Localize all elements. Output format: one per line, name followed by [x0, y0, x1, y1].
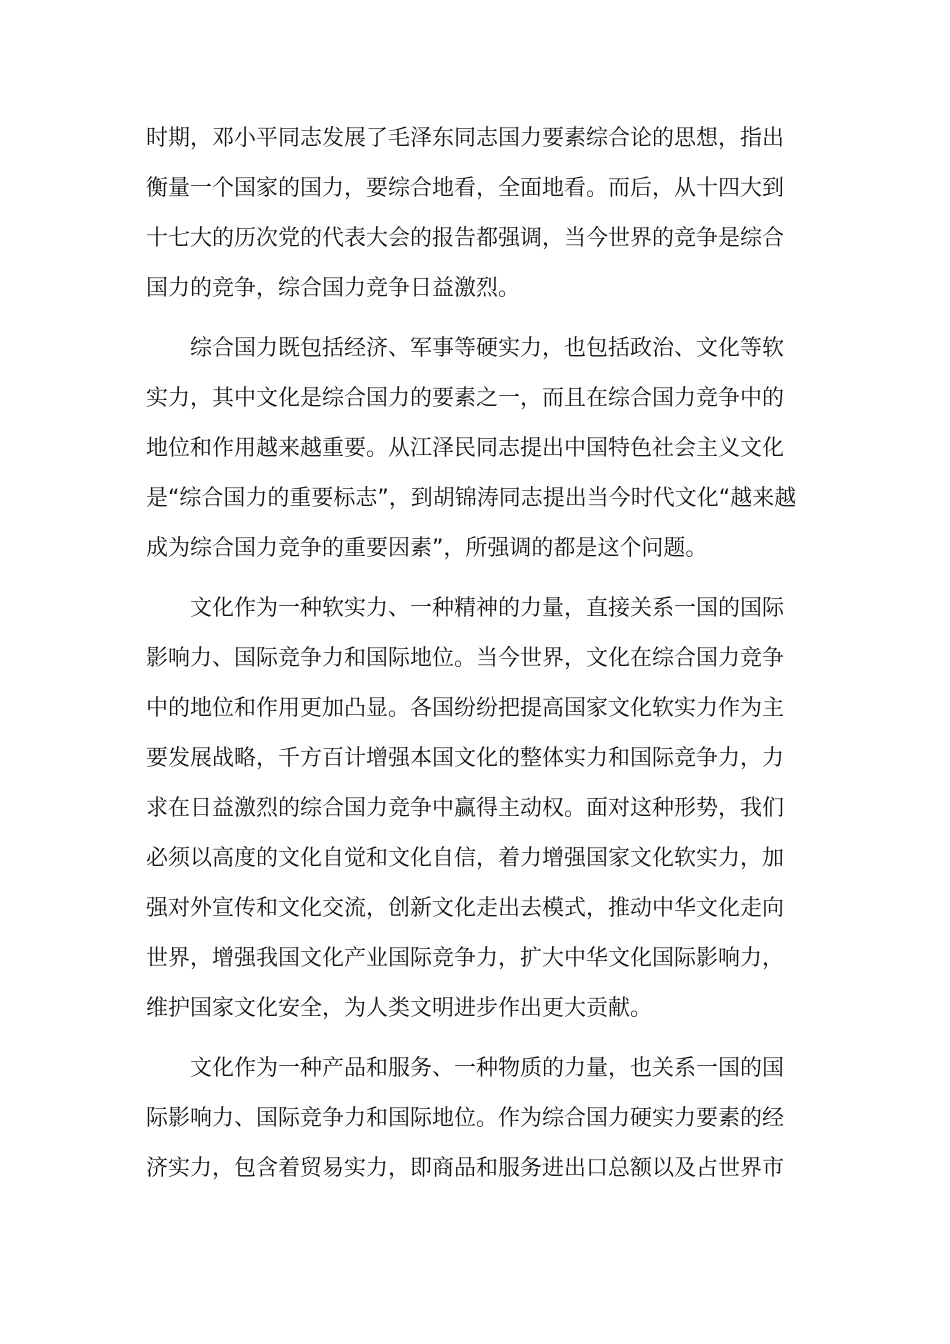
text-line: 世界，增强我国文化产业国际竞争力，扩大中华文化国际影响力，: [146, 946, 785, 971]
paragraph-4: [146, 1044, 796, 1194]
text-line: 影响力、国际竞争力和国际地位。当今世界，文化在综合国力竞争: [146, 646, 785, 671]
text-line: 文化作为一种软实力、一种精神的力量，直接关系一国的国际: [190, 596, 785, 621]
text-line: 求在日益激烈的综合国力竞争中赢得主动权。面对这种形势，我们: [146, 796, 785, 821]
document-body: [146, 114, 796, 1204]
text-line: 实力，其中文化是综合国力的要素之一，而且在综合国力竞争中的: [146, 386, 785, 411]
text-line: 地位和作用越来越重要。从江泽民同志提出中国特色社会主义文化: [146, 436, 785, 461]
text-line: 时期，邓小平同志发展了毛泽东同志国力要素综合论的思想，指出: [146, 126, 785, 151]
text-line: 维护国家文化安全，为人类文明进步作出更大贡献。: [146, 996, 653, 1021]
paragraph-3: [146, 584, 796, 1034]
text-line: 中的地位和作用更加凸显。各国纷纷把提高国家文化软实力作为主: [146, 696, 785, 721]
text-line: 要发展战略，千方百计增强本国文化的整体实力和国际竞争力，力: [146, 746, 785, 771]
text-line: 是“综合国力的重要标志”，到胡锦涛同志提出当今时代文化“越来越: [146, 486, 797, 511]
text-line: 际影响力、国际竞争力和国际地位。作为综合国力硬实力要素的经: [146, 1106, 785, 1131]
text-line: 文化作为一种产品和服务、一种物质的力量，也关系一国的国: [190, 1056, 785, 1081]
text-line: 十七大的历次党的代表大会的报告都强调，当今世界的竞争是综合: [146, 226, 785, 251]
text-line: 成为综合国力竞争的重要因素”，所强调的都是这个问题。: [146, 536, 708, 561]
text-line: 综合国力既包括经济、军事等硬实力，也包括政治、文化等软: [190, 336, 785, 361]
paragraph-1: [146, 114, 796, 314]
paragraph-2: [146, 324, 796, 574]
text-line: 强对外宣传和文化交流，创新文化走出去模式，推动中华文化走向: [146, 896, 785, 921]
text-line: 国力的竞争，综合国力竞争日益激烈。: [146, 276, 521, 301]
text-line: 济实力，包含着贸易实力，即商品和服务进出口总额以及占世界市: [146, 1156, 785, 1181]
text-line: 衡量一个国家的国力，要综合地看，全面地看。而后，从十四大到: [146, 176, 785, 201]
text-line: 必须以高度的文化自觉和文化自信，着力增强国家文化软实力，加: [146, 846, 785, 871]
